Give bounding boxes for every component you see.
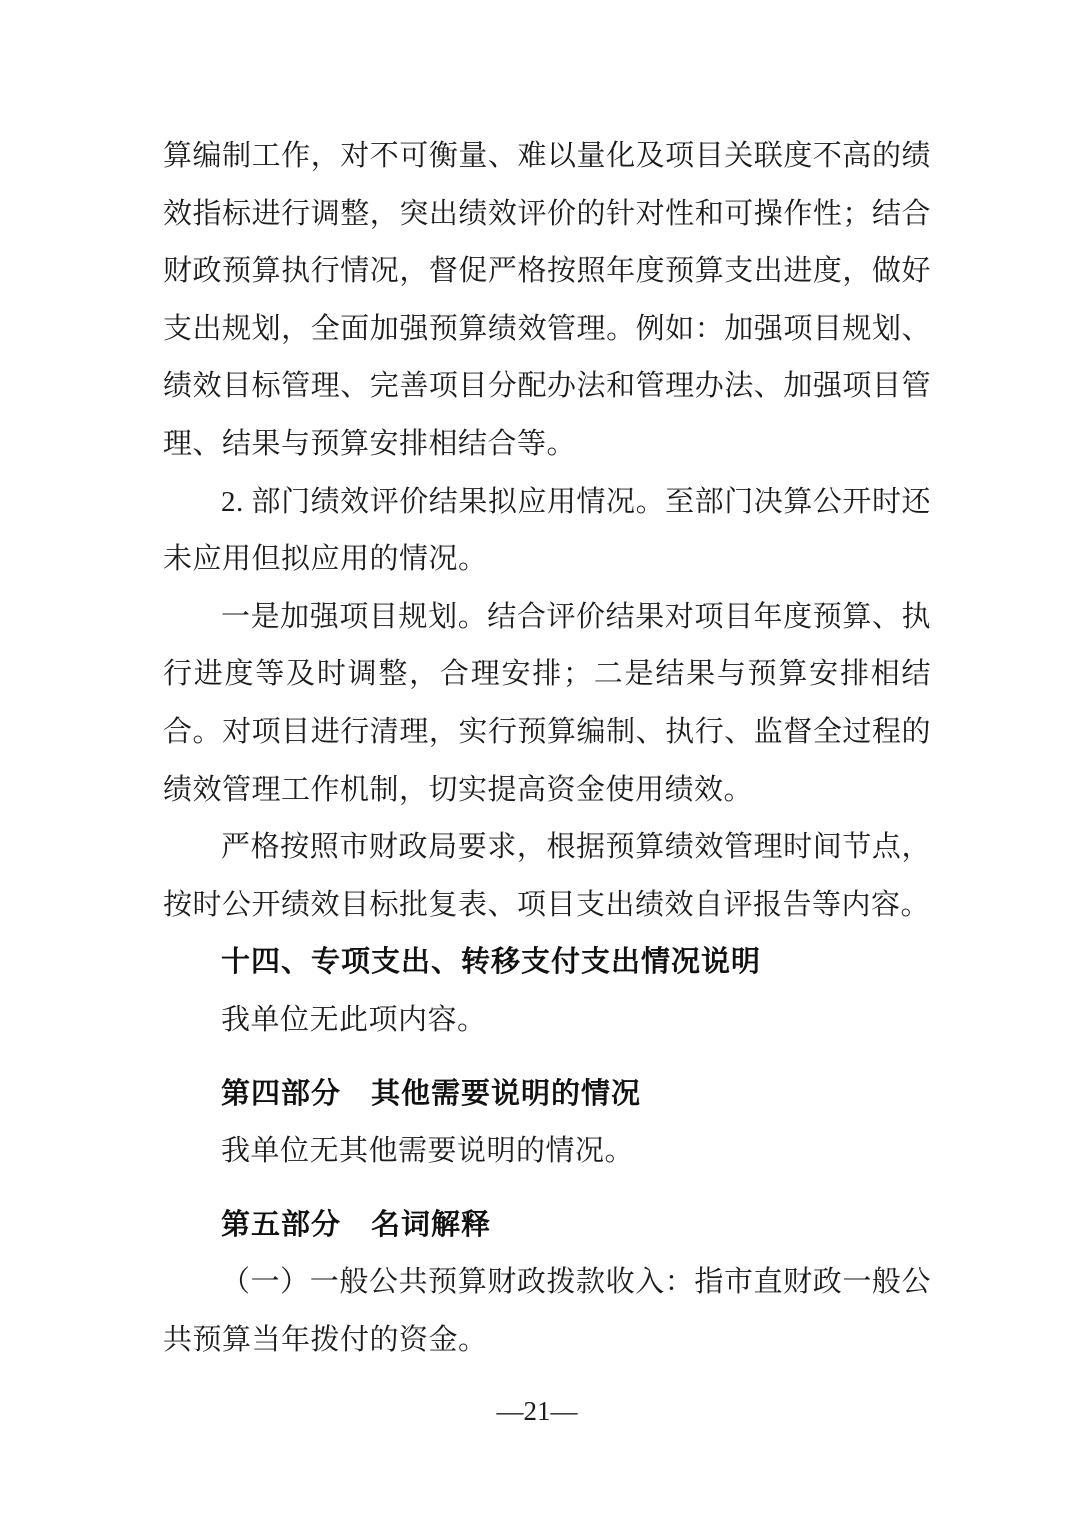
page-number: —21—	[496, 1396, 578, 1426]
heading-section-14-special-expenditure: 十四、专项支出、转移支付支出情况说明	[221, 946, 762, 979]
paragraph-project-planning-and-budget-linkage: 一是加强项目规划。结合评价结果对项目年度预算、执行进度等及时调整，合理安排；二是结果与预算安排相结合。对项目进行清理，实行预算编制、执行、监督全过程的绩效管理工作机制，切实提高资金使用绩效。	[163, 600, 931, 806]
paragraph-budget-performance-measures: 算编制工作，对不可衡量、难以量化及项目关联度不高的绩效指标进行调整，突出绩效评价的针对性和可操作性；结合财政预算执行情况，督促严格按照年度预算支出进度，做好支出规划，全面加强预算绩效管理。例如：加强项目规划、绩效目标管理、完善项目分配办法和管理办法、加强项目管理、结果与预算安排相结合等。	[163, 140, 931, 460]
paragraph-evaluation-result-intended-application: 2. 部门绩效评价结果拟应用情况。至部门决算公开时还未应用但拟应用的情况。	[163, 485, 931, 576]
heading-part-4-other-matters: 第四部分 其他需要说明的情况	[221, 1077, 642, 1110]
paragraph-glossary-item-1-general-public-budget-revenue: （一）一般公共预算财政拨款收入：指市直财政一般公共预算当年拨付的资金。	[163, 1266, 931, 1356]
document-body	[163, 0, 931, 1369]
heading-part-5-glossary: 第五部分 名词解释	[221, 1208, 492, 1241]
paragraph-no-such-content: 我单位无此项内容。	[221, 1003, 487, 1036]
paragraph-no-other-matters: 我单位无其他需要说明的情况。	[221, 1135, 635, 1168]
paragraph-disclosure-per-finance-bureau: 严格按照市财政局要求，根据预算绩效管理时间节点，按时公开绩效目标批复表、项目支出绩效自评报告等内容。	[163, 831, 931, 921]
